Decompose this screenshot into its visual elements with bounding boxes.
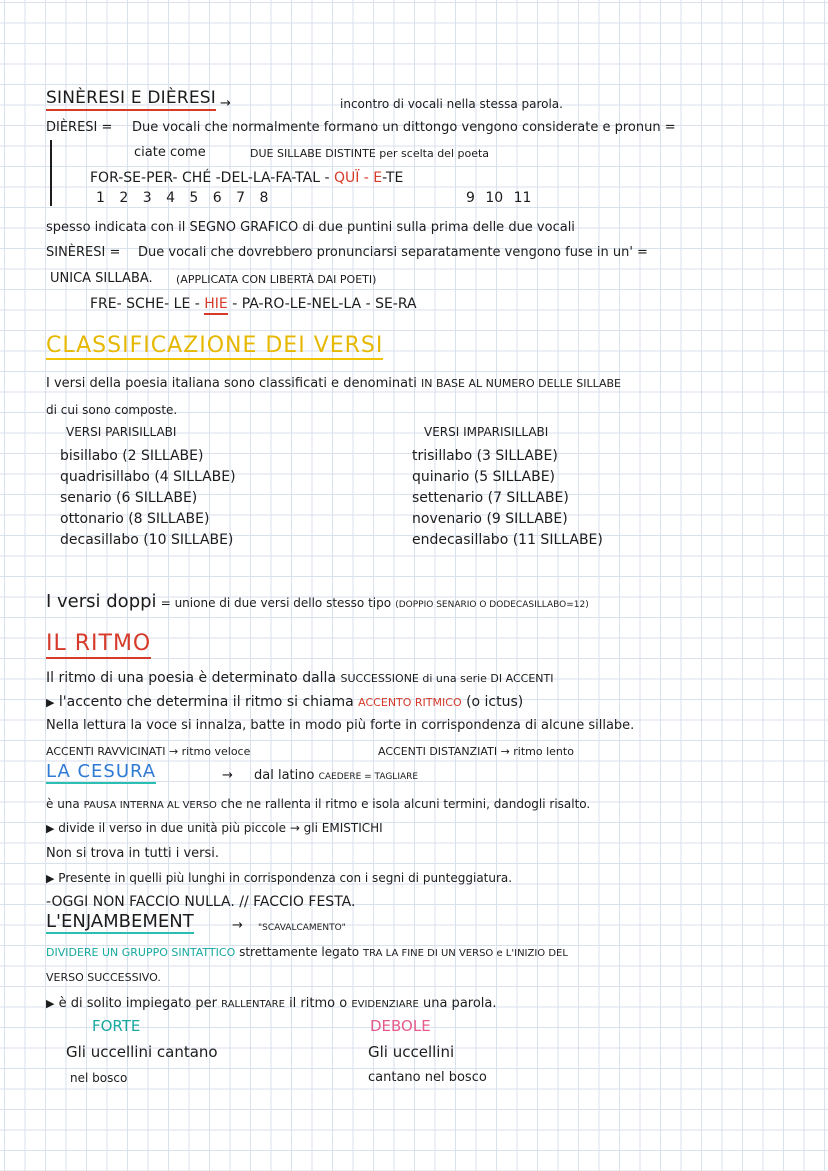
cesura-example: -OGGI NON FACCIO NULLA. // FACCIO FESTA.	[46, 894, 356, 910]
cesura-origin: dal latino CAEDERE = TAGLIARE	[254, 768, 419, 783]
enjambement-line3: ▶ è di solito impiegato per RALLENTARE il ritmo o EVIDENZIARE una parola.	[46, 996, 497, 1011]
verse-type-item: quinario (5 SILLABE)	[412, 469, 556, 485]
enjambement-line1: DIVIDERE UN GRUPPO SINTATTICO strettamente legato TRA LA FINE DI UN VERSO e L'INIZIO DEL	[46, 945, 568, 959]
dieresi-line2b: DUE SILLABE DISTINTE per scelta del poeta	[250, 147, 490, 160]
bullet-triangle-icon: ▶	[46, 872, 55, 885]
section-title-enjambement: L'ENJAMBEMENT	[46, 911, 194, 932]
ritmo-line2: ▶ l'accento che determina il ritmo si chiama ACCENTO RITMICO (o ictus)	[46, 694, 524, 710]
forte-line2: nel bosco	[70, 1071, 128, 1085]
dieresi-line2a: ciate come	[134, 145, 206, 160]
pari-list	[60, 446, 236, 551]
debole-line1: Gli uccellini	[368, 1043, 455, 1061]
verse-type-item: settenario (7 SILLABE)	[412, 490, 569, 506]
section-title-cesura: LA CESURA	[46, 761, 157, 782]
segno-line: spesso indicata con il SEGNO GRAFICO di due puntini sulla prima delle due vocali	[46, 220, 575, 235]
classificazione-intro1: I versi della poesia italiana sono classificati e denominati IN BASE AL NUMERO DELLE SILLABE	[46, 376, 621, 391]
sineresi-line2b: (APPLICATA CON LIBERTÀ DAI POETI)	[176, 273, 377, 286]
enjambement-line2: VERSO SUCCESSIVO.	[46, 971, 161, 984]
title-arrow: →	[220, 96, 231, 111]
sineresi-line2a: UNICA SILLABA.	[50, 271, 153, 286]
dispari-list	[412, 446, 603, 551]
ritmo-line4: ACCENTI RAVVICINATI → ritmo veloce	[46, 745, 251, 758]
verse-type-item: quadrisillabo (4 SILLABE)	[60, 469, 236, 485]
title-note: incontro di vocali nella stessa parola.	[340, 97, 563, 111]
sineresi-line1: Due vocali che dovrebbero pronunciarsi separatamente vengono fuse in un' =	[138, 245, 648, 260]
enjambement-arrow: →	[232, 918, 243, 933]
bullet-triangle-icon: ▶	[46, 822, 55, 835]
bracket-line	[50, 140, 52, 206]
classificazione-intro2: di cui sono composte.	[46, 403, 178, 417]
verse-type-item: trisillabo (3 SILLABE)	[412, 448, 558, 464]
verse-type-item: endecasillabo (11 SILLABE)	[412, 532, 603, 548]
syllable-numbers-b: 9 10 11	[466, 190, 532, 206]
verse-type-item: decasillabo (10 SILLABE)	[60, 532, 234, 548]
section-title-ritmo: IL RITMO	[46, 636, 151, 652]
cesura-line1: è una PAUSA INTERNA AL VERSO che ne rallenta il ritmo e isola alcuni termini, dandogli risalto.	[46, 797, 591, 811]
forte-title: FORTE	[92, 1017, 141, 1035]
example-sineresi: FRE- SCHE- LE - HIE - PA-RO-LE-NEL-LA - SE-RA	[90, 296, 417, 312]
debole-title: DEBOLE	[370, 1017, 431, 1035]
debole-line2: cantano nel bosco	[368, 1070, 487, 1085]
ritmo-line4-right: ACCENTI DISTANZIATI → ritmo lento	[378, 745, 574, 758]
bullet-triangle-icon: ▶	[46, 997, 55, 1010]
verse-type-item: senario (6 SILLABE)	[60, 490, 198, 506]
verse-type-item: novenario (9 SILLABE)	[412, 511, 568, 527]
cesura-line2: ▶ divide il verso in due unità più piccole → gli EMISTICHI	[46, 821, 383, 835]
sineresi-label: SINÈRESI =	[46, 245, 121, 260]
cesura-line4: ▶ Presente in quelli più lunghi in corrispondenza con i segni di punteggiatura.	[46, 871, 513, 885]
pari-title: VERSI PARISILLABI	[66, 425, 177, 439]
syllable-numbers-a: 1 2 3 4 5 6 7 8	[96, 190, 269, 206]
versi-doppi: I versi doppi = unione di due versi dello stesso tipo (DOPPIO SENARIO O DODECASILLABO=12)	[46, 591, 589, 612]
ritmo-line1: Il ritmo di una poesia è determinato dalla SUCCESSIONE di una serie DI ACCENTI	[46, 670, 554, 686]
section-title-sineresi: SINÈRESI E DIÈRESI	[46, 90, 216, 106]
dieresi-label: DIÈRESI =	[46, 120, 113, 135]
dieresi-line1: Due vocali che normalmente formano un dittongo vengono considerate e pronun =	[132, 120, 676, 135]
cesura-line3: Non si trova in tutti i versi.	[46, 846, 220, 861]
dispari-title: VERSI IMPARISILLABI	[424, 425, 549, 439]
verse-type-item: bisillabo (2 SILLABE)	[60, 448, 204, 464]
bullet-triangle-icon: ▶	[46, 696, 55, 709]
example-dieresi: FOR-SE-PER- CHÉ -DEL-LA-FA-TAL - QUÏ - E-TE	[90, 170, 404, 186]
forte-line1: Gli uccellini cantano	[66, 1043, 218, 1061]
verse-type-item: ottonario (8 SILLABE)	[60, 511, 210, 527]
ritmo-line3: Nella lettura la voce si innalza, batte in modo più forte in corrispondenza di alcune sillabe.	[46, 718, 635, 733]
cesura-arrow: →	[222, 768, 233, 783]
enjambement-translation: "SCAVALCAMENTO"	[258, 923, 346, 933]
section-title-classificazione: CLASSIFICAZIONE DEI VERSI	[46, 333, 384, 358]
